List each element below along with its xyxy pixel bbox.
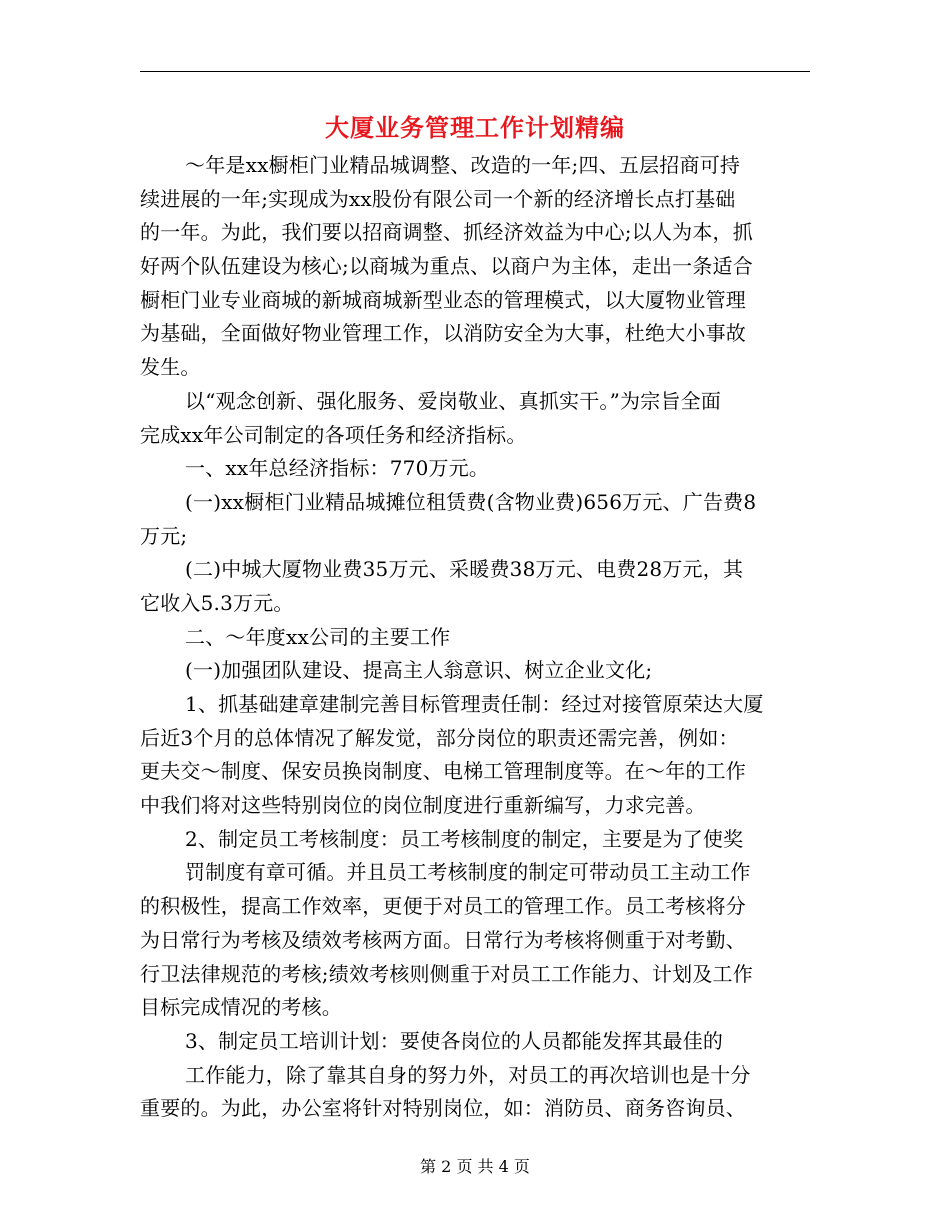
body-line: 为基础，全面做好物业管理工作，以消防安全为大事，杜绝大小事故 xyxy=(140,321,746,346)
body-line: 续进展的一年;实现成为xx股份有限公司一个新的经济增长点打基础 xyxy=(140,186,736,211)
body-line: 1、抓基础建章建制完善目标管理责任制：经过对接管原荣达大厦 xyxy=(185,692,764,716)
body-line: 为日常行为考核及绩效考核两方面。日常行为考核将侧重于对考勤、 xyxy=(140,927,746,952)
body-line: 后近3个月的总体情况了解发觉，部分岗位的职责还需完善，例如： xyxy=(140,725,739,750)
body-line: 2、制定员工考核制度：员工考核制度的制定，主要是为了使奖 xyxy=(185,826,744,851)
body-line: 的一年。为此，我们要以招商调整、抓经济效益为中心;以人为本，抓 xyxy=(140,220,753,245)
body-line: 的积极性，提高工作效率，更便于对员工的管理工作。员工考核将分 xyxy=(140,894,746,919)
body-line: (一)加强团队建设、提高主人翁意识、树立企业文化; xyxy=(185,658,653,683)
body-line: 以“观念创新、强化服务、爱岗敬业、真抓实干。”为宗旨全面 xyxy=(185,388,722,413)
body-line: 一、xx年总经济指标：770万元。 xyxy=(185,456,490,481)
document-title: 大厦业务管理工作计划精编 xyxy=(325,113,625,142)
body-line: 目标完成情况的考核。 xyxy=(140,995,342,1020)
body-line: 工作能力，除了靠其自身的努力外，对员工的再次培训也是十分 xyxy=(185,1062,751,1087)
body-line: 完成xx年公司制定的各项任务和经济指标。 xyxy=(140,422,527,447)
body-line: 橱柜门业专业商城的新城商城新型业态的管理模式，以大厦物业管理 xyxy=(140,287,746,312)
body-line: 万元; xyxy=(140,523,188,548)
document-body xyxy=(140,149,810,1126)
page-footer: 第 2 页 共 4 页 xyxy=(420,1157,530,1176)
body-line: 重要的。为此，办公室将针对特别岗位，如：消防员、商务咨询员、 xyxy=(140,1096,746,1121)
body-line: 发生。 xyxy=(140,355,201,380)
body-line: 中我们将对这些特别岗位的岗位制度进行重新编写，力求完善。 xyxy=(140,793,706,818)
body-line: (一)xx橱柜门业精品城摊位租赁费(含物业费)656万元、广告费8 xyxy=(185,489,757,514)
body-line: 二、～年度xx公司的主要工作 xyxy=(185,624,451,649)
body-line: 更夫交～制度、保安员换岗制度、电梯工管理制度等。在～年的工作 xyxy=(140,759,746,784)
header-rule xyxy=(140,71,810,72)
body-line: 3、制定员工培训计划：要使各岗位的人员都能发挥其最佳的 xyxy=(185,1028,724,1053)
body-line: 它收入5.3万元。 xyxy=(140,590,294,615)
body-line: 行卫法律规范的考核;绩效考核则侧重于对员工工作能力、计划及工作 xyxy=(140,961,753,986)
body-line: 好两个队伍建设为核心;以商城为重点、以商户为主体，走出一条适合 xyxy=(140,254,753,279)
body-line: ～年是xx橱柜门业精品城调整、改造的一年;四、五层招商可持 xyxy=(185,153,741,177)
body-line: 罚制度有章可循。并且员工考核制度的制定可带动员工主动工作 xyxy=(185,860,751,885)
body-line: (二)中城大厦物业费35万元、采暖费38万元、电费28万元，其 xyxy=(185,557,744,582)
